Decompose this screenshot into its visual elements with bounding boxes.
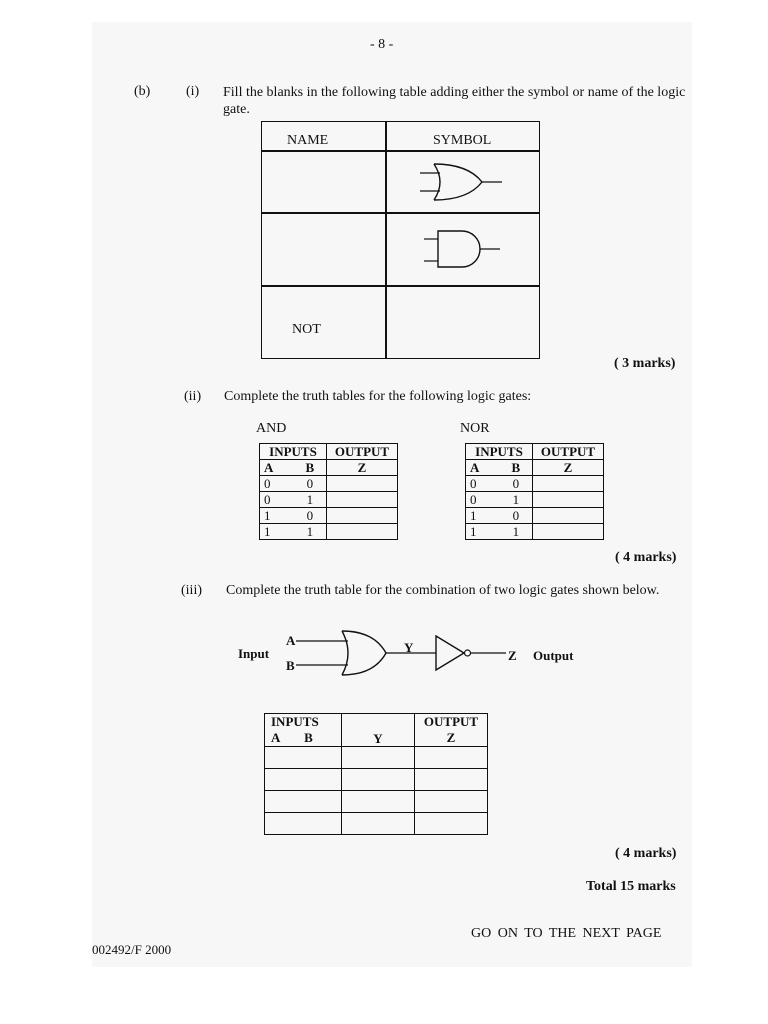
cell-z-blank[interactable] (533, 508, 604, 524)
sub-i-marks: ( 3 marks) (614, 356, 676, 371)
inputs-header: INPUTS (271, 714, 319, 729)
cell-a: 1 (466, 524, 500, 540)
blank-cell[interactable] (415, 747, 488, 769)
cell-z-blank[interactable] (327, 492, 398, 508)
table-row (466, 476, 604, 492)
blank-cell[interactable] (265, 791, 342, 813)
blank-cell[interactable] (415, 769, 488, 791)
col-z: Z (446, 730, 456, 745)
col-a: A (466, 460, 500, 476)
cell-z-blank[interactable] (327, 476, 398, 492)
output-label: Output (533, 648, 574, 663)
col-b: B (500, 460, 533, 476)
cell-z-blank[interactable] (327, 524, 398, 540)
sub-iii-marks: ( 4 marks) (615, 846, 677, 861)
input-b-label: B (286, 658, 295, 673)
cell-b: 1 (500, 524, 533, 540)
col-a: A (260, 460, 294, 476)
z-label: Z (508, 648, 517, 663)
table-row (265, 813, 488, 835)
cell-b: 0 (500, 508, 533, 524)
table-row (466, 524, 604, 540)
sub-ii-label: (ii) (184, 389, 202, 404)
cell-a: 0 (260, 476, 294, 492)
input-a-label: A (286, 633, 296, 648)
next-page-notice: GO ON TO THE NEXT PAGE (471, 926, 662, 941)
table-divider (261, 150, 540, 152)
table-row (260, 524, 398, 540)
inputs-header: INPUTS (260, 444, 327, 460)
table-divider (261, 212, 540, 214)
blank-cell[interactable] (342, 813, 415, 835)
blank-cell[interactable] (342, 791, 415, 813)
inputs-header: INPUTS (466, 444, 533, 460)
or-gate-icon (420, 162, 504, 202)
col-b: B (294, 460, 327, 476)
table-row (265, 747, 488, 769)
table-divider (261, 285, 540, 287)
sub-ii-marks: ( 4 marks) (615, 550, 677, 565)
and-table-title: AND (256, 421, 287, 436)
cell-z-blank[interactable] (533, 476, 604, 492)
cell-b: 0 (294, 508, 327, 524)
inputs-header-cell (265, 714, 342, 747)
and-truth-table (259, 443, 398, 540)
table-row (265, 791, 488, 813)
blank-cell[interactable] (342, 769, 415, 791)
y-label: Y (404, 640, 414, 655)
cell-a: 1 (260, 524, 294, 540)
cell-z-blank[interactable] (327, 508, 398, 524)
col-name-header: NAME (287, 133, 329, 148)
cell-z-blank[interactable] (533, 492, 604, 508)
col-b: B (304, 730, 313, 745)
cell-a: 0 (466, 476, 500, 492)
cell-a: 1 (466, 508, 500, 524)
blank-cell[interactable] (342, 747, 415, 769)
blank-cell[interactable] (415, 813, 488, 835)
table-row (260, 492, 398, 508)
blank-cell[interactable] (265, 769, 342, 791)
col-a: A (271, 730, 280, 745)
col-z: Z (533, 460, 604, 476)
sub-i-instruction: Fill the blanks in the following table adding either the symbol or name of the logic gate. (223, 85, 686, 117)
combination-truth-table (264, 713, 488, 835)
table-row (260, 476, 398, 492)
not-gate-name: NOT (292, 322, 321, 337)
cell-z-blank[interactable] (533, 524, 604, 540)
cell-a: 0 (466, 492, 500, 508)
col-y: Y (342, 714, 415, 747)
blank-cell[interactable] (265, 813, 342, 835)
input-label: Input (238, 646, 270, 661)
sub-iii-instruction: Complete the truth table for the combination of two logic gates shown below. (226, 583, 660, 598)
nor-table-title: NOR (460, 421, 490, 436)
sub-i-label: (i) (186, 84, 200, 99)
page-number: - 8 - (370, 37, 394, 52)
table-divider (385, 121, 387, 359)
cell-b: 1 (294, 492, 327, 508)
sub-iii-label: (iii) (181, 583, 202, 598)
part-label: (b) (134, 84, 151, 99)
paper-code: 002492/F 2000 (92, 942, 172, 957)
output-header: OUTPUT (423, 714, 479, 729)
cell-b: 1 (294, 524, 327, 540)
table-row (265, 769, 488, 791)
cell-b: 0 (294, 476, 327, 492)
col-z: Z (327, 460, 398, 476)
col-symbol-header: SYMBOL (433, 133, 492, 148)
cell-a: 1 (260, 508, 294, 524)
output-header-cell (415, 714, 488, 747)
cell-b: 0 (500, 476, 533, 492)
total-marks: Total 15 marks (586, 879, 676, 894)
sub-ii-instruction: Complete the truth tables for the following logic gates: (224, 389, 532, 404)
and-gate-icon (420, 229, 504, 269)
blank-cell[interactable] (415, 791, 488, 813)
cell-a: 0 (260, 492, 294, 508)
blank-cell[interactable] (265, 747, 342, 769)
table-row (466, 508, 604, 524)
output-header: OUTPUT (327, 444, 398, 460)
output-header: OUTPUT (533, 444, 604, 460)
table-row (260, 508, 398, 524)
or-not-circuit-diagram (296, 628, 508, 678)
cell-b: 1 (500, 492, 533, 508)
table-row (466, 492, 604, 508)
nor-truth-table (465, 443, 604, 540)
